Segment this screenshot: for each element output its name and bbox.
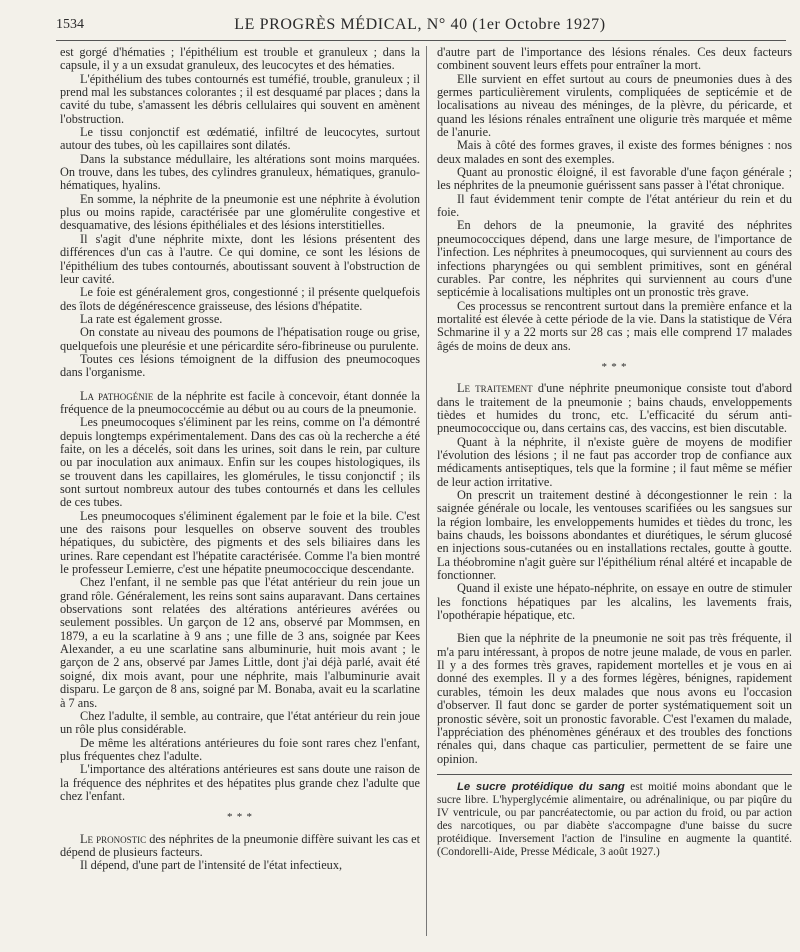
column-divider [426,46,427,936]
paragraph: On prescrit un traitement destiné à décongestionner le rein : la saignée générale ou locale, les ventouses scarifiées ou les sangsues sur la région lombaire, les enveloppements humides et tièdes du tronc, les bains chauds, les boissons abondantes et diurétiques, le sérum glucosé en injections sous-cutanées ou en installations rectales, goutte à goutte. La théobromine n'agit guère sur l'épithélium rénal altéré et incapable de fonctionner. [437,488,792,583]
paragraph: En dehors de la pneumonie, la gravité des néphrites pneumococciques dépend, dans une large mesure, de l'importance de l'infection. Les néphrites à pneumocoques, qui surviennent au cours des infections pharyngées ou qui semblent primitives, sont en général curables. Par contre, les néphrites qui surviennent au cours d'une septicémie à localisations multiples ont un pronostic très grave. [437,218,792,300]
paragraph: Dans la substance médullaire, les altérations sont moins marquées. On trouve, dans les tubes, des cylindres granuleux, hématiques, granulo-hématiques, hyalins. [60,151,420,193]
right-column [437,46,792,859]
paragraph: L'importance des altérations antérieures est sans doute une raison de la fréquence des néphrites et des hépatites plus grande chez l'adulte que chez l'enfant. [60,762,420,803]
note-rule [437,774,792,775]
paragraph: Elle survient en effet surtout au cours de pneumonies dues à des germes particulièrement virulents, compliquées de septicémie et de localisations au niveau des méninges, de la plèvre, du péricarde, et quand les lésions rénales entraînent une oligurie très marquée et même de l'anurie. [437,71,792,140]
left-column [60,46,420,873]
paragraph-text: des néphrites de la pneumonie diffère suivant les cas et dépend de plusieurs facteurs. [60,831,421,859]
header-rule [56,40,786,41]
paragraph: Quant à la néphrite, il n'existe guère de moyens de modifier l'évolution des lésions ; il ne faut pas accorder trop de confiance aux médicaments antiseptiques, tels que la formine ; il faut même se méfier de leur action irritative. [437,434,792,489]
note-text: est moitié moins abondant que le sucre libre. L'hyperglycémie alimentaire, ou adrénalinique, ou par piqûre du IV ventricule, ou par pancréatectomie, ou par action du froid, ou par action des narcotiques, ou par diabète s'accompagne d'une baisse du sucre protéidique. Inversement l'action de l'insuline en augmente la quantité. (Condorelli-Aide, Presse Médicale, 3 août 1927.) [437,780,793,858]
paragraph: Mais à côté des formes graves, il existe des formes bénignes : nos deux malades en sont des exemples. [437,138,792,166]
paragraph: d'autre part de l'importance des lésions rénales. Ces deux facteurs combinent souvent leurs effets pour entraîner la mort. [437,45,792,73]
paragraph: Les pneumocoques s'éliminent également par le foie et la bile. C'est une des raisons pour lesquelles on observe souvent des troubles hépatiques, du subictère, des pigments et des sels biliaires dans les urines. Rare cependant est l'hépatite caractérisée. Comme l'a bien montré le professeur Lemierre, c'est une hépatite pneumococcique descendante. [60,508,420,577]
paragraph: En somme, la néphrite de la pneumonie est une néphrite à évolution plus ou moins rapide, caractérisée par une glomérulite congestive et desquamative, des lésions épithéliales et des lésions interstitielles. [60,191,420,233]
paragraph: Il s'agit d'une néphrite mixte, dont les lésions présentent des différences d'un cas à l'autre. Ce qui domine, ce sont les lésions de l'épithélium des tubes contournés, aboutissant souvent à l'obstruction de leur cavité. [60,231,420,286]
note-title: Le sucre protéidique du sang [457,780,625,793]
paragraph: Bien que la néphrite de la pneumonie ne soit pas très fréquente, il m'a paru intéressant, à propos de notre jeune malade, de vous en parler. Il y a des formes très graves, rapidement mortelles et je vous en ai donné des exemples. Il y a des formes légères, bénignes, rapidement curables, témoin les deux malades que nous avons eu l'occasion d'observer. Il faut donc se garder de porter systématiquement soit un pronostic sévère, soit un pronostic favorable. C'est l'examen du malade, l'appréciation des phénomènes généraux et des troubles des fonctions rénales qui, dans chaque cas particulier, permettent de se faire une opinion. [437,631,792,766]
paragraph: Quand il existe une hépato-néphrite, on essaye en outre de stimuler les fonctions hépatiques par les alcalins, les lavements frais, l'opothérapie hépatique, etc. [437,581,792,623]
pathogenie-paragraph [60,390,420,417]
pronostic-paragraph [60,833,420,860]
paragraph: On constate au niveau des poumons de l'hépatisation rouge ou grise, quelquefois une pleurésie et une péricardite séro-fibrineuse ou purulente. [60,325,420,353]
paragraph: Chez l'enfant, il ne semble pas que l'état antérieur du rein joue un grand rôle. Généralement, les reins sont sains auparavant. Dans certaines observations sont relatées des altérations antérieures avérées ou seulement possibles. Un garçon de 12 ans, observé par Mommsen, en 1879, a eu la scarlatine à 9 ans ; une fille de 3 ans, soignée par Kees Alexander, a eu une scarlatine sans albuminurie, huit mois avant ; le garçon de 2 ans, observé par James Little, dont j'ai déjà parlé, avait été soigné, dix mois avant, pour une néphrite, mais l'albuminurie avait disparu. Le garçon de 8 ans, soigné par M. Bonaba, avait eu la scarlatine à 7 ans. [60,575,420,710]
note-paragraph [437,781,792,859]
paragraph: Le tissu conjonctif est œdématié, infiltré de leucocytes, surtout autour des tubes, où les capillaires sont dilatés. [60,125,420,153]
section-heading-pathogenie: La pathogénie [80,388,154,403]
page-number: 1534 [56,17,84,32]
section-heading-traitement: Le traitement [457,381,533,396]
traitement-paragraph [437,382,792,435]
paragraph: Les pneumocoques s'éliminent par les reins, comme on l'a démontré depuis longtemps expérimentalement. Dans des cas où la recherche a été faite, on les a décelés, soit dans les urines, soit dans le rein, par culture ou par inoculation aux animaux. Enfin sur les coupes histologiques, ils se trouvent dans les capillaires, les glomérules, le tissu conjonctif ; ils sont surtout nombreux autour des tubes contournés et dans les cellules de ces tubes. [60,415,420,510]
paragraph: est gorgé d'hématies ; l'épithélium est trouble et granuleux ; dans la capsule, il y a un exsudat granuleux, des leucocytes et des hématies. [60,45,420,73]
paragraph-text: de la néphrite est facile à concevoir, étant donnée la fréquence de la pneumococcémie au début ou au cours de la pneumonie. [60,388,421,416]
section-separator: * * * [227,811,253,824]
paragraph: Il dépend, d'une part de l'intensité de l'état infectieux, [80,858,343,873]
paragraph-text: d'une néphrite pneumonique consiste tout d'abord dans le traitement de la pneumonie ; bains chauds, enveloppements tièdes et humides du tronc, etc. L'efficacité du sérum anti-pneumococcique ou, dans certains cas, des vaccins, est bien discutable. [437,381,793,436]
paragraph: Le foie est généralement gros, congestionné ; il présente quelquefois des îlots de dégénérescence graisseuse, des lésions d'hépatite. [60,285,420,313]
paragraph: L'épithélium des tubes contournés est tuméfié, trouble, granuleux ; il prend mal les substances colorantes ; il est desquamé par places ; dans la cavité du tube, s'amassent les débris cellulaires qui souvent en amènent l'obstruction. [60,71,420,126]
paragraph: La rate est également grosse. [80,311,223,326]
section-separator: * * * [601,360,628,373]
section-heading-pronostic: Le pronostic [80,831,147,846]
paragraph: Ces processus se rencontrent surtout dans la première enfance et la mortalité est élevée à cette période de la vie. Dans la statistique de Véra Schmarine il y a 22 morts sur 28 cas ; mais elle comprend 17 malades âgés de moins de deux ans. [437,298,792,353]
paragraph: Quant au pronostic éloigné, il est favorable d'une façon générale ; les néphrites de la pneumonie guérissent sans passer à l'état chronique. [437,165,792,193]
journal-title: LE PROGRÈS MÉDICAL, N° 40 (1er Octobre 1927) [234,16,606,33]
paragraph: Chez l'adulte, il semble, au contraire, que l'état antérieur du rein joue un rôle plus considérable. [60,708,420,737]
paragraph: De même les altérations antérieures du foie sont rares chez l'enfant, plus fréquentes chez l'adulte. [60,735,420,763]
page-header [56,14,784,36]
paragraph: Il faut évidemment tenir compte de l'état antérieur du rein et du foie. [437,191,792,220]
paragraph: Toutes ces lésions témoignent de la diffusion des pneumocoques dans l'organisme. [60,351,420,380]
